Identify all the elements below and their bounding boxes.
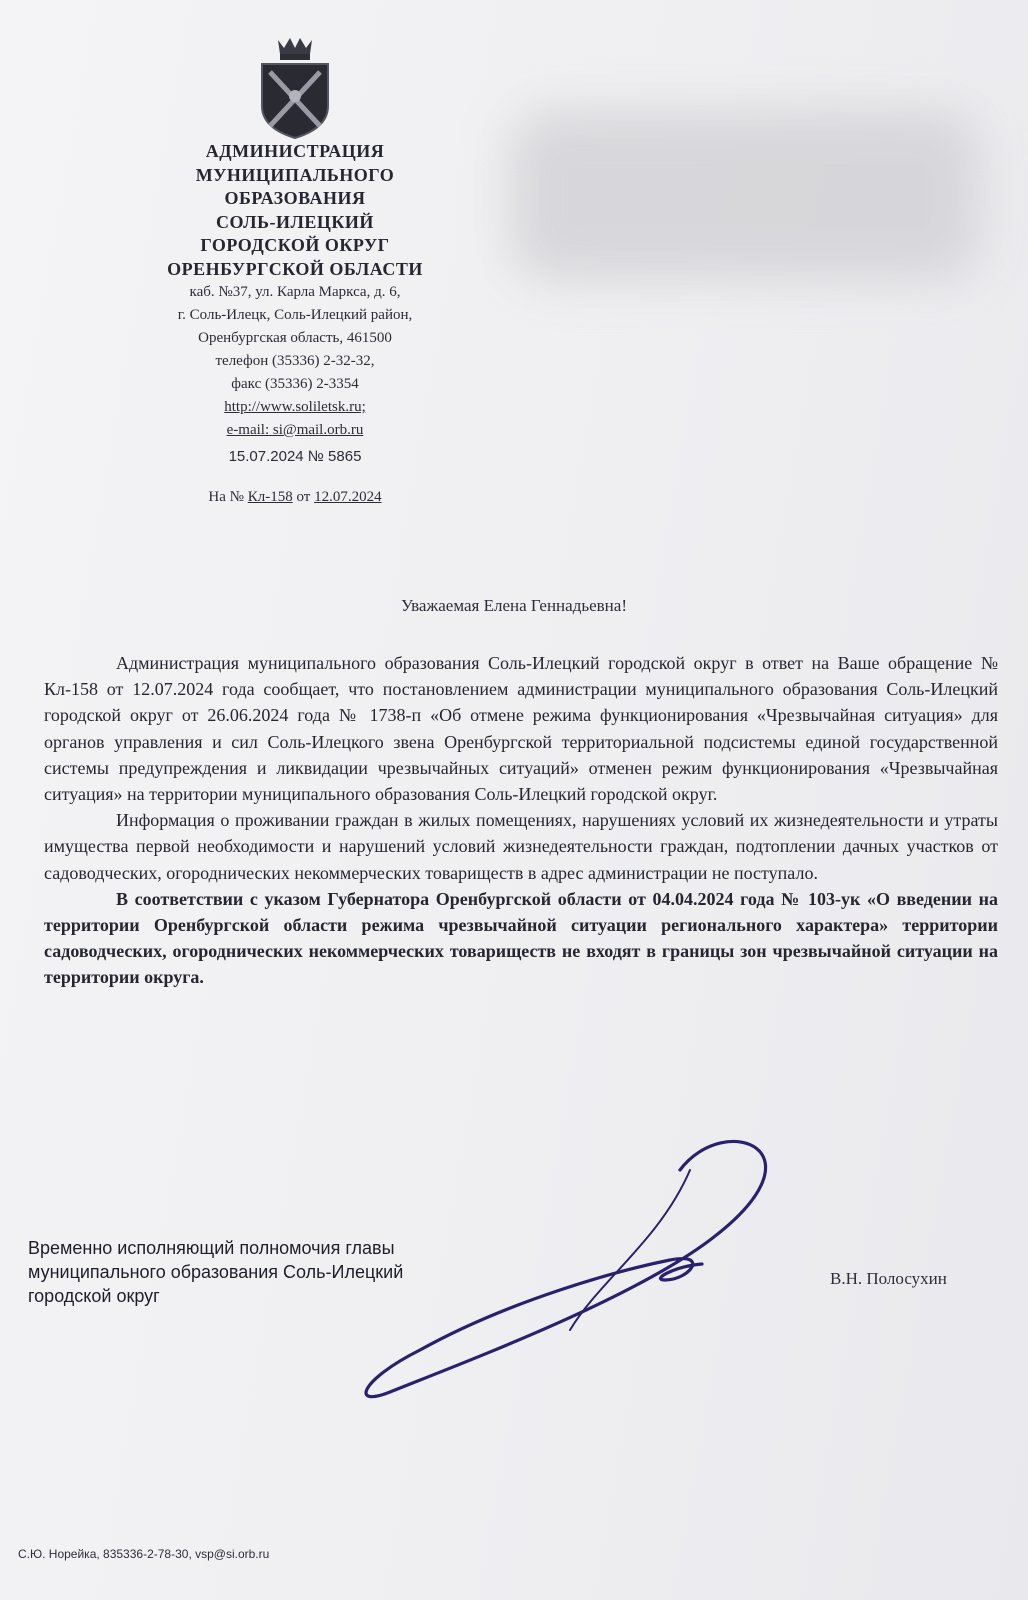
body-paragraph: Администрация муниципального образования Соль-Илецкий городской округ в ответ на Ваше обращение № Кл-158 от 12.07.2024 года сообщает, что постановлением администрации муниципального образования Соль-Илецкий городской округ от 26.06.2024 года № 1738-п «Об отмене режима функционирования «Чрезвычайная ситуация» для органов управления и сил Соль-Илецкого звена Оренбургской территориальной подсистемы единой государственной системы предупреждения и ликвидации чрезвычайных ситуаций» отменен режим функционирования «Чрезвычайная ситуация» на территории муниципального образования Соль-Илецкий городской округ. [44,653,998,805]
outgoing-number: 15.07.2024 № 5865 [228,448,362,465]
reference-date: 12.07.2024 [314,489,382,505]
sender-header [130,140,460,506]
phone-line: телефон (35336) 2-32-32, [215,353,375,369]
signatory-title-line: Временно исполняющий полномочия главы [28,1238,395,1258]
reference-line [130,489,460,506]
org-name-line: ОРЕНБУРГСКОЙ ОБЛАСТИ [167,258,423,279]
org-name-line: МУНИЦИПАЛЬНОГО [195,164,395,185]
reference-mid: от [296,489,311,505]
website-line: http://www.soliletsk.ru; [224,399,366,415]
signatory-name: В.Н. Полосухин [830,1269,947,1288]
reference-prefix: На № [208,489,244,505]
executor-footer: С.Ю. Норейка, 835336-2-78-30, vsp@si.orb.ru [18,1547,270,1561]
org-name-line: СОЛЬ-ИЛЕЦКИЙ [216,211,374,232]
body-paragraph: Информация о проживании граждан в жилых помещениях, нарушениях условий их жизнедеятельности и утраты имущества первой необходимости и нарушений условий жизнедеятельности граждан, подтоплении дачных участков от садоводческих, огороднических некоммерческих товариществ в адрес администрации не поступало. [44,810,998,883]
redacted-recipient [510,110,980,280]
reference-number: Кл-158 [247,489,293,505]
signatory-title-line: муниципального образования Соль-Илецкий [28,1262,404,1282]
email-line: e-mail: si@mail.orb.ru [226,422,364,438]
body-paragraph: В соответствии с указом Губернатора Оренбургской области от 04.04.2024 года № 103-ук «О введении на территории Оренбургской области режима чрезвычайной ситуации регионального характера» территории садоводческих, огороднических некоммерческих товариществ не входят в границы зон чрезвычайной ситуации на территории округа. [44,888,998,988]
org-name-line: ГОРОДСКОЙ ОКРУГ [200,235,390,255]
address-line: Оренбургская область, 461500 [198,330,392,346]
letter-body [44,650,998,991]
address-line: каб. №37, ул. Карла Маркса, д. 6, [189,284,401,300]
coat-of-arms-icon [260,36,330,140]
org-name-line: ОБРАЗОВАНИЯ [224,188,366,208]
org-name-line: АДМИНИСТРАЦИЯ [205,141,385,161]
signatory-title-line: городской округ [28,1286,160,1306]
address-line: г. Соль-Илецк, Соль-Илецкий район, [177,307,413,323]
salutation: Уважаемая Елена Геннадьевна! [401,596,627,615]
signatory-title [28,1236,548,1308]
fax-line: факс (35336) 2-3354 [231,376,359,392]
